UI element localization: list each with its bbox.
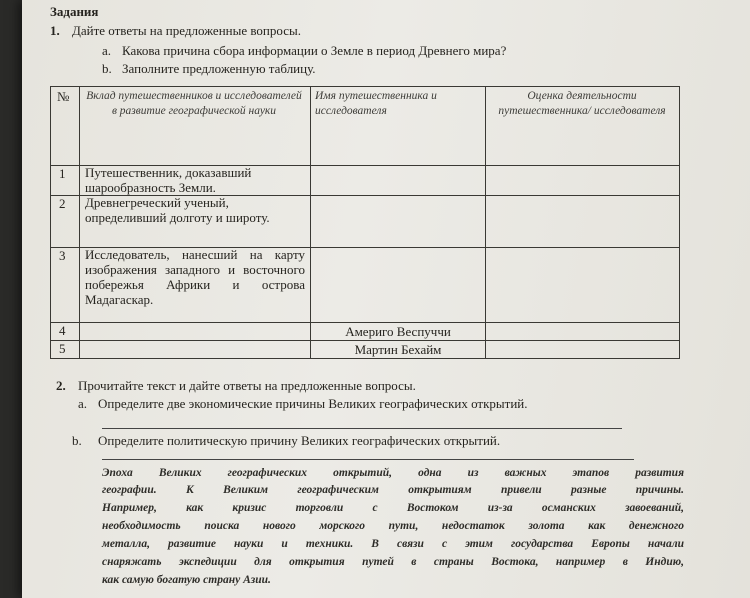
- task1-title: Дайте ответы на предложенные вопросы.: [72, 23, 301, 38]
- task2-number: 2.: [56, 378, 66, 393]
- task2-b-label: b.: [72, 433, 82, 448]
- reading-text-line: Эпоха Великих географических открытий, одна из важных этапов развития: [102, 467, 684, 479]
- reading-text-line: Например, как кризис торговли с Востоком из-за османских завоеваний,: [102, 502, 684, 514]
- row-number: 2: [59, 196, 66, 211]
- task1-a-question: Какова причина сбора информации о Земле в период Древнего мира?: [122, 43, 507, 58]
- reading-text-line: как самую богатую страну Азии.: [102, 574, 271, 586]
- task2-a-label: a.: [78, 396, 88, 411]
- row-name: Мартин Бехайм: [354, 342, 442, 357]
- header-name: Имя путешественника и исследователя: [315, 90, 437, 117]
- reading-text-line: снаряжать экспедиции для открытия путей в страны Востока, например в Индию,: [102, 556, 684, 568]
- row-name: Америго Веспуччи: [345, 324, 451, 339]
- contributions-table: [50, 86, 680, 359]
- answer-line: [102, 428, 622, 429]
- reading-text-line: необходимость поиска нового морского пути, недостаток золота как денежного: [102, 520, 684, 532]
- row-number: 3: [59, 248, 66, 263]
- page-heading: Задания: [50, 4, 99, 19]
- task2-title: Прочитайте текст и дайте ответы на предложенные вопросы.: [78, 378, 416, 393]
- table-divider: [485, 87, 486, 358]
- table-divider: [310, 87, 311, 358]
- answer-line: [102, 459, 634, 460]
- task1-a-label: a.: [102, 43, 112, 58]
- row-contribution: Древнегреческий ученый, определивший долготу и широту.: [85, 195, 270, 225]
- reading-text-line: металла, развитие науки и техники. В связи с этим государства Европы начали: [102, 538, 684, 550]
- task2-b-question: Определите политическую причину Великих географических открытий.: [98, 433, 501, 448]
- table-divider: [79, 87, 80, 358]
- header-assessment: Оценка деятельности путешественника/ исследователя: [498, 90, 666, 117]
- reading-text-line: географии. К Великим географическим открытиям привели разные причины.: [102, 484, 684, 496]
- row-number: 4: [59, 323, 66, 338]
- worksheet-page: [22, 0, 750, 598]
- header-num: №: [57, 89, 70, 104]
- row-contribution: Путешественник, доказавший шарообразность Земли.: [85, 165, 252, 195]
- row-contribution: Исследователь, нанесший на карту изображения западного и восточного побережья Африки и острова Мадагаскар.: [85, 247, 305, 307]
- task1-b-question: Заполните предложенную таблицу.: [122, 61, 316, 76]
- row-number: 1: [59, 166, 66, 181]
- task2-a-question: Определите две экономические причины Великих географических открытий.: [98, 396, 528, 411]
- task1-number: 1.: [50, 23, 60, 38]
- header-contribution: Вклад путешественников и исследователей в развитие географической науки: [86, 90, 302, 117]
- task1-b-label: b.: [102, 61, 112, 76]
- row-number: 5: [59, 341, 66, 356]
